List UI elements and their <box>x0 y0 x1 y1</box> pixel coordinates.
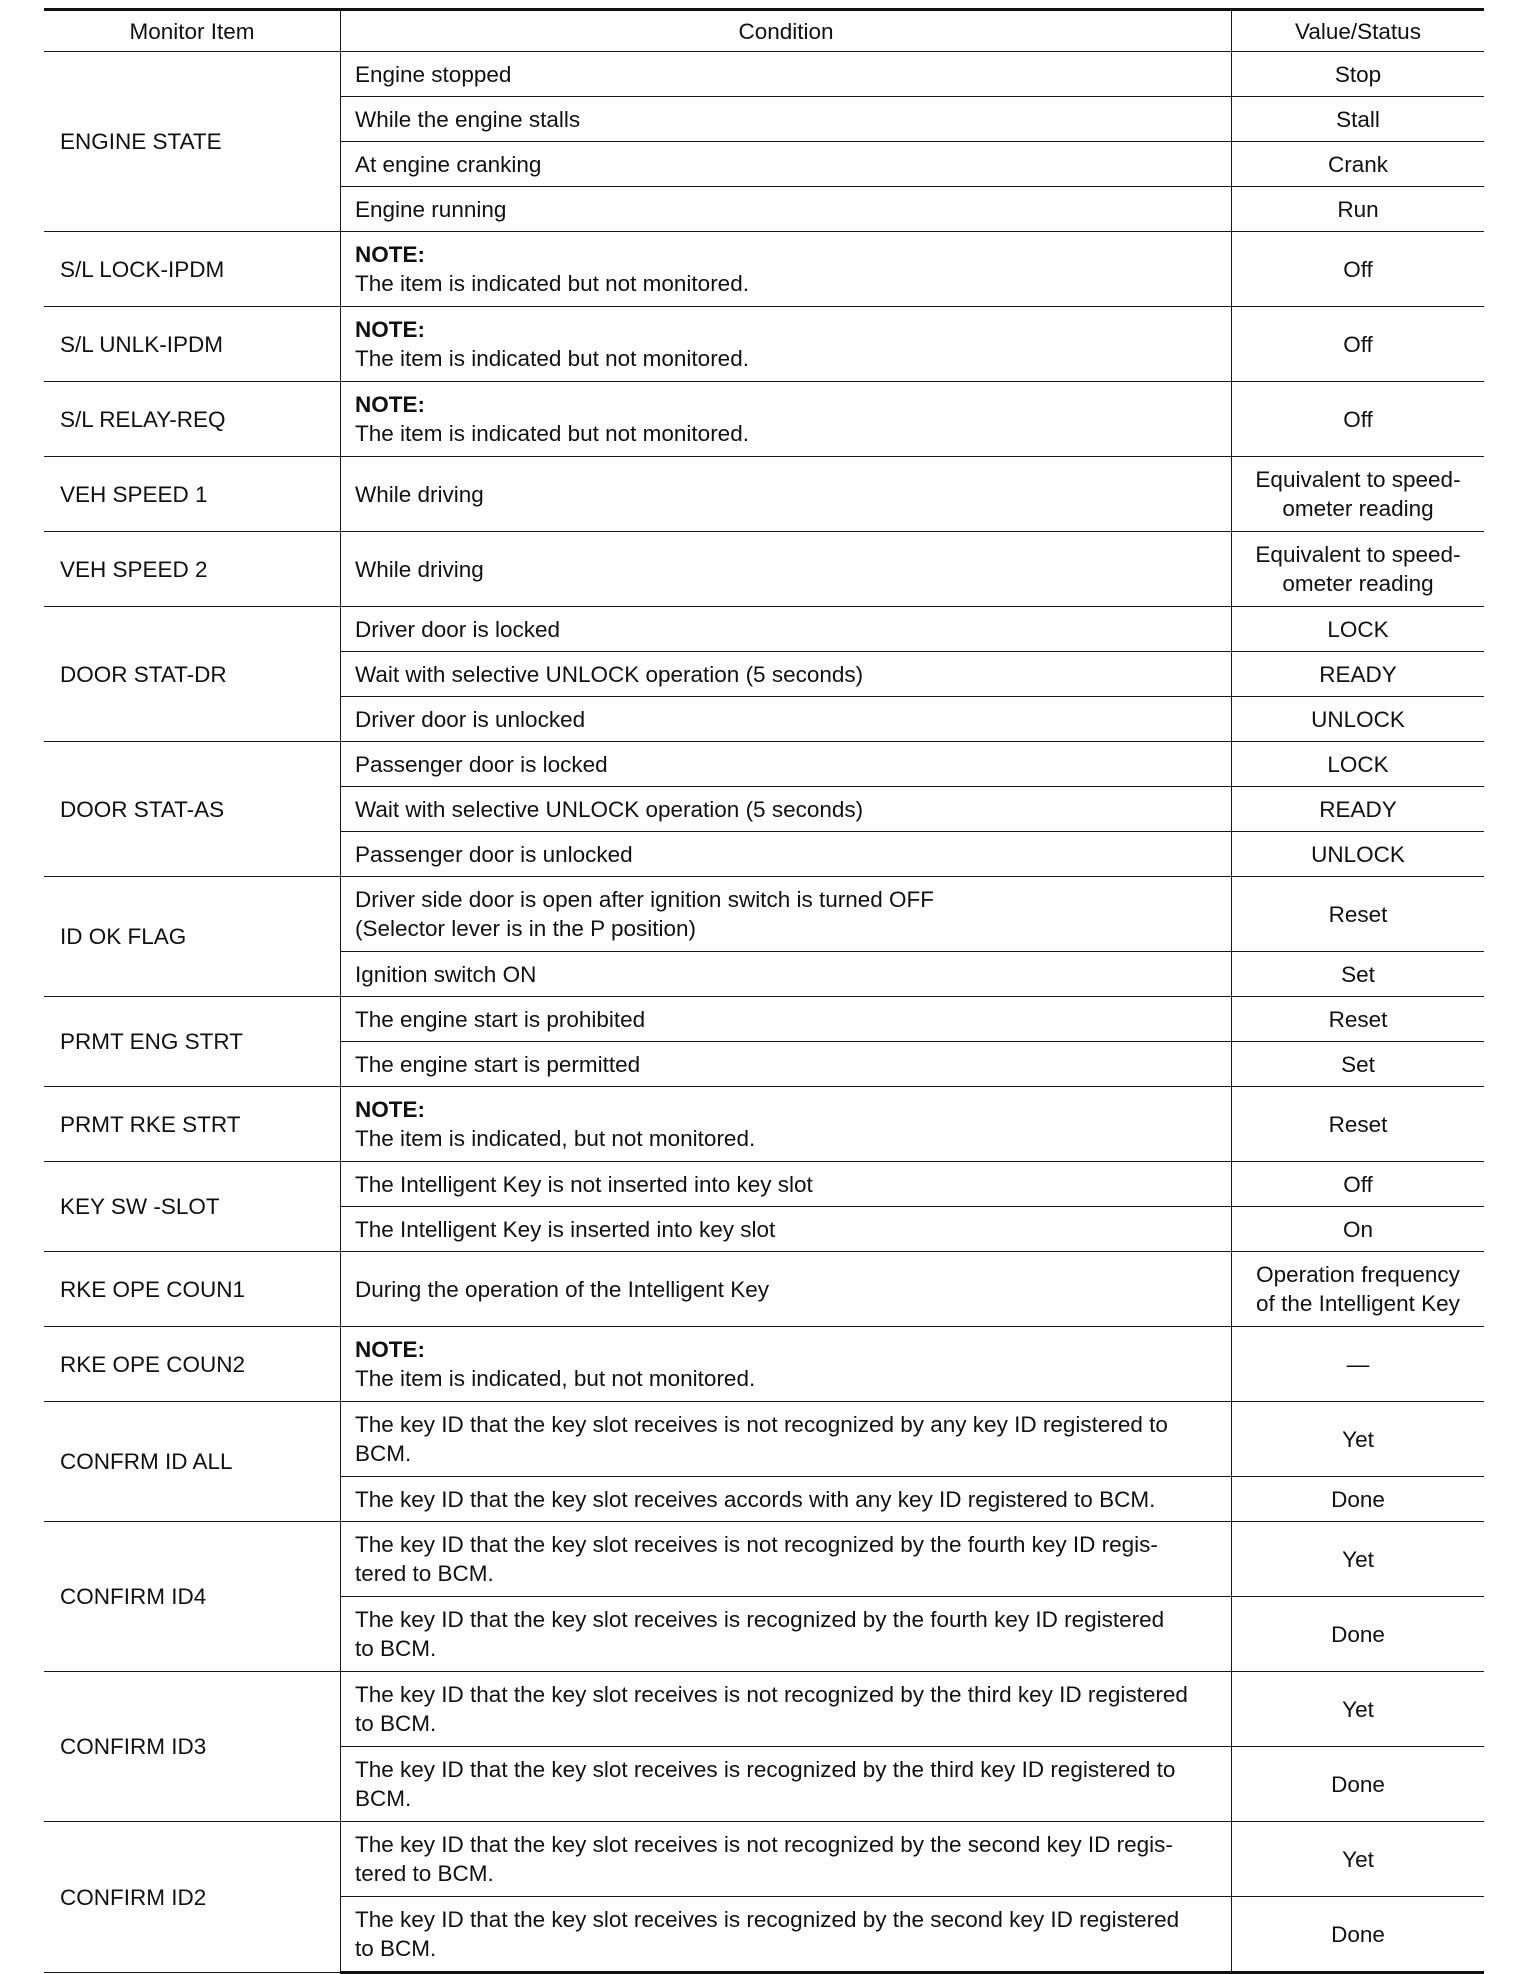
value-status-cell <box>1232 52 1485 97</box>
table-body <box>44 52 1484 1973</box>
value-status-text: On <box>1342 1216 1373 1242</box>
monitor-item-cell: VEH SPEED 2 <box>44 532 341 607</box>
condition-text: The item is indicated but not monitored. <box>355 421 749 446</box>
value-status-cell <box>1232 187 1485 232</box>
value-status-text: Stop <box>1334 61 1382 87</box>
condition-text: The Intelligent Key is not inserted into key slot <box>355 1171 813 1197</box>
condition-text: The key ID that the key slot receives is recognized by the second key ID registered <box>355 1907 1180 1932</box>
value-status-cell <box>1232 877 1485 952</box>
monitor-item-cell: PRMT RKE STRT <box>44 1087 341 1162</box>
condition-cell <box>341 787 1232 832</box>
value-status-cell <box>1232 952 1485 997</box>
value-status-text: Off <box>1343 331 1373 357</box>
value-status-cell <box>1232 1402 1485 1477</box>
condition-cell <box>341 532 1232 607</box>
value-status-text: Off <box>1343 256 1373 282</box>
condition-text: The key ID that the key slot receives is not recognized by the fourth key ID regis- <box>355 1532 1158 1557</box>
table-row <box>44 1402 1484 1477</box>
value-status-text: Stall <box>1336 106 1380 132</box>
value-status-cell <box>1232 607 1485 652</box>
condition-cell <box>341 457 1232 532</box>
column-header-condition: Condition <box>341 10 1232 52</box>
value-status-cell <box>1232 532 1485 607</box>
value-status-text: of the Intelligent Key <box>1256 1291 1460 1316</box>
condition-cell <box>341 607 1232 652</box>
condition-cell <box>341 97 1232 142</box>
condition-text: The key ID that the key slot receives is not recognized by the third key ID registered <box>355 1682 1188 1707</box>
condition-text: to BCM. <box>355 1711 437 1736</box>
condition-cell <box>341 877 1232 952</box>
monitor-item-cell: ENGINE STATE <box>44 52 341 232</box>
table-row <box>44 532 1484 607</box>
value-status-cell <box>1232 1822 1485 1897</box>
page <box>44 8 1484 1974</box>
monitor-item-cell: S/L UNLK-IPDM <box>44 307 341 382</box>
table-row <box>44 997 1484 1042</box>
table-row <box>44 877 1484 952</box>
condition-cell <box>341 1747 1232 1822</box>
condition-text: The key ID that the key slot receives is recognized by the third key ID registered to <box>355 1757 1176 1782</box>
value-status-cell <box>1232 1897 1485 1973</box>
monitor-item-cell: S/L RELAY-REQ <box>44 382 341 457</box>
value-status-text: Done <box>1331 1486 1385 1512</box>
condition-text: Engine stopped <box>355 61 512 87</box>
condition-text: While driving <box>355 481 484 507</box>
monitor-item-cell: CONFIRM ID4 <box>44 1522 341 1672</box>
value-status-text: UNLOCK <box>1311 841 1405 867</box>
note-label: NOTE: <box>355 392 425 417</box>
value-status-text: Reset <box>1328 1111 1388 1137</box>
value-status-text: Yet <box>1342 1546 1374 1572</box>
condition-text: Wait with selective UNLOCK operation (5 seconds) <box>355 661 864 687</box>
value-status-text: READY <box>1319 796 1397 822</box>
value-status-cell <box>1232 142 1485 187</box>
monitor-item-cell: DOOR STAT-DR <box>44 607 341 742</box>
condition-text: The key ID that the key slot receives is not recognized by any key ID registered to <box>355 1412 1168 1437</box>
condition-text: The item is indicated but not monitored. <box>355 346 749 371</box>
value-status-text: Yet <box>1342 1426 1374 1452</box>
value-status-text: Done <box>1331 1921 1385 1947</box>
value-status-text: Set <box>1341 961 1375 987</box>
value-status-text: Run <box>1337 196 1379 222</box>
value-status-cell <box>1232 652 1485 697</box>
condition-cell <box>341 1162 1232 1207</box>
condition-cell <box>341 1327 1232 1402</box>
condition-cell <box>341 1822 1232 1897</box>
value-status-text: Reset <box>1328 1006 1388 1032</box>
condition-text: The key ID that the key slot receives accords with any key ID registered to BCM. <box>355 1486 1156 1512</box>
table-row <box>44 1327 1484 1402</box>
value-status-text: Yet <box>1342 1846 1374 1872</box>
condition-text: to BCM. <box>355 1936 437 1961</box>
condition-text: Driver door is unlocked <box>355 706 586 732</box>
table-row <box>44 457 1484 532</box>
condition-text: The Intelligent Key is inserted into key slot <box>355 1216 776 1242</box>
monitor-item-cell: CONFIRM ID3 <box>44 1672 341 1822</box>
table-row <box>44 232 1484 307</box>
table-row <box>44 1672 1484 1747</box>
value-status-cell <box>1232 1207 1485 1252</box>
value-status-cell <box>1232 1522 1485 1597</box>
value-status-text: ometer reading <box>1282 571 1434 596</box>
monitor-item-table <box>44 8 1484 1974</box>
value-status-cell <box>1232 97 1485 142</box>
table-row <box>44 1822 1484 1897</box>
value-status-cell <box>1232 457 1485 532</box>
value-status-text: LOCK <box>1327 616 1389 642</box>
table-row <box>44 1162 1484 1207</box>
value-status-cell <box>1232 787 1485 832</box>
value-status-text: READY <box>1319 661 1397 687</box>
table-row <box>44 1087 1484 1162</box>
value-status-text: LOCK <box>1327 751 1389 777</box>
condition-text: While driving <box>355 556 484 582</box>
value-status-cell <box>1232 1252 1485 1327</box>
value-status-cell <box>1232 232 1485 307</box>
table-row <box>44 52 1484 97</box>
condition-cell <box>341 52 1232 97</box>
note-label: NOTE: <box>355 1097 425 1122</box>
monitor-item-cell: VEH SPEED 1 <box>44 457 341 532</box>
condition-text: Passenger door is locked <box>355 751 608 777</box>
condition-text: The item is indicated, but not monitored. <box>355 1366 756 1391</box>
condition-text: tered to BCM. <box>355 1861 494 1886</box>
condition-text: The engine start is prohibited <box>355 1006 646 1032</box>
monitor-item-cell: KEY SW -SLOT <box>44 1162 341 1252</box>
condition-text: The key ID that the key slot receives is not recognized by the second key ID regis- <box>355 1832 1173 1857</box>
condition-cell <box>341 1252 1232 1327</box>
table-row <box>44 382 1484 457</box>
monitor-item-cell: CONFIRM ID2 <box>44 1822 341 1973</box>
value-status-cell <box>1232 1162 1485 1207</box>
condition-text: to BCM. <box>355 1636 437 1661</box>
condition-cell <box>341 1402 1232 1477</box>
condition-text: The item is indicated but not monitored. <box>355 271 749 296</box>
value-status-text: Off <box>1343 1171 1373 1197</box>
value-status-cell <box>1232 382 1485 457</box>
value-status-text: Done <box>1331 1771 1385 1797</box>
condition-text: At engine cranking <box>355 151 542 177</box>
value-status-text: Crank <box>1327 151 1389 177</box>
monitor-item-cell: RKE OPE COUN1 <box>44 1252 341 1327</box>
condition-cell <box>341 1897 1232 1973</box>
condition-cell <box>341 832 1232 877</box>
value-status-text: — <box>1346 1351 1370 1377</box>
note-label: NOTE: <box>355 1337 425 1362</box>
monitor-item-cell: ID OK FLAG <box>44 877 341 997</box>
value-status-text: Operation frequency <box>1256 1262 1460 1287</box>
condition-text: Ignition switch ON <box>355 961 537 987</box>
value-status-text: Done <box>1331 1621 1385 1647</box>
condition-text: The key ID that the key slot receives is recognized by the fourth key ID registered <box>355 1607 1165 1632</box>
note-label: NOTE: <box>355 242 425 267</box>
monitor-item-cell: RKE OPE COUN2 <box>44 1327 341 1402</box>
column-header-value-status: Value/Status <box>1232 10 1485 52</box>
value-status-cell <box>1232 307 1485 382</box>
condition-cell <box>341 1477 1232 1522</box>
condition-cell <box>341 382 1232 457</box>
condition-text: While the engine stalls <box>355 106 581 132</box>
monitor-item-cell: PRMT ENG STRT <box>44 997 341 1087</box>
value-status-text: Yet <box>1342 1696 1374 1722</box>
condition-text: tered to BCM. <box>355 1561 494 1586</box>
value-status-text: UNLOCK <box>1311 706 1405 732</box>
condition-cell <box>341 187 1232 232</box>
value-status-cell <box>1232 1327 1485 1402</box>
condition-text: Driver door is locked <box>355 616 561 642</box>
table-row <box>44 307 1484 382</box>
table-row <box>44 742 1484 787</box>
monitor-item-cell: S/L LOCK-IPDM <box>44 232 341 307</box>
condition-text: Passenger door is unlocked <box>355 841 633 867</box>
value-status-cell <box>1232 1477 1485 1522</box>
value-status-text: Set <box>1341 1051 1375 1077</box>
condition-cell <box>341 1087 1232 1162</box>
table-row <box>44 607 1484 652</box>
column-header-monitor-item: Monitor Item <box>44 10 341 52</box>
value-status-cell <box>1232 832 1485 877</box>
condition-cell <box>341 1522 1232 1597</box>
monitor-item-cell: CONFRM ID ALL <box>44 1402 341 1522</box>
value-status-cell <box>1232 1672 1485 1747</box>
condition-cell <box>341 1672 1232 1747</box>
table-header-row <box>44 10 1484 52</box>
condition-cell <box>341 742 1232 787</box>
condition-text: (Selector lever is in the P position) <box>355 916 696 941</box>
condition-text: Engine running <box>355 196 507 222</box>
condition-cell <box>341 652 1232 697</box>
value-status-cell <box>1232 1747 1485 1822</box>
value-status-text: Reset <box>1328 901 1388 927</box>
note-label: NOTE: <box>355 317 425 342</box>
condition-cell <box>341 1042 1232 1087</box>
condition-text: During the operation of the Intelligent Key <box>355 1276 770 1302</box>
condition-cell <box>341 1597 1232 1672</box>
condition-cell <box>341 997 1232 1042</box>
table-row <box>44 1522 1484 1597</box>
table-row <box>44 1252 1484 1327</box>
value-status-cell <box>1232 697 1485 742</box>
condition-cell <box>341 697 1232 742</box>
condition-text: BCM. <box>355 1786 412 1811</box>
value-status-cell <box>1232 1087 1485 1162</box>
condition-text: The item is indicated, but not monitored. <box>355 1126 756 1151</box>
condition-text: BCM. <box>355 1441 412 1466</box>
condition-cell <box>341 1207 1232 1252</box>
condition-text: Driver side door is open after ignition switch is turned OFF <box>355 887 934 912</box>
value-status-cell <box>1232 997 1485 1042</box>
condition-cell <box>341 232 1232 307</box>
value-status-cell <box>1232 742 1485 787</box>
condition-text: The engine start is permitted <box>355 1051 641 1077</box>
condition-cell <box>341 142 1232 187</box>
value-status-cell <box>1232 1597 1485 1672</box>
value-status-text: Off <box>1343 406 1373 432</box>
value-status-text: Equivalent to speed- <box>1255 467 1461 492</box>
value-status-cell <box>1232 1042 1485 1087</box>
condition-cell <box>341 952 1232 997</box>
value-status-text: ometer reading <box>1282 496 1434 521</box>
condition-cell <box>341 307 1232 382</box>
condition-text: Wait with selective UNLOCK operation (5 seconds) <box>355 796 864 822</box>
monitor-item-cell: DOOR STAT-AS <box>44 742 341 877</box>
value-status-text: Equivalent to speed- <box>1255 542 1461 567</box>
